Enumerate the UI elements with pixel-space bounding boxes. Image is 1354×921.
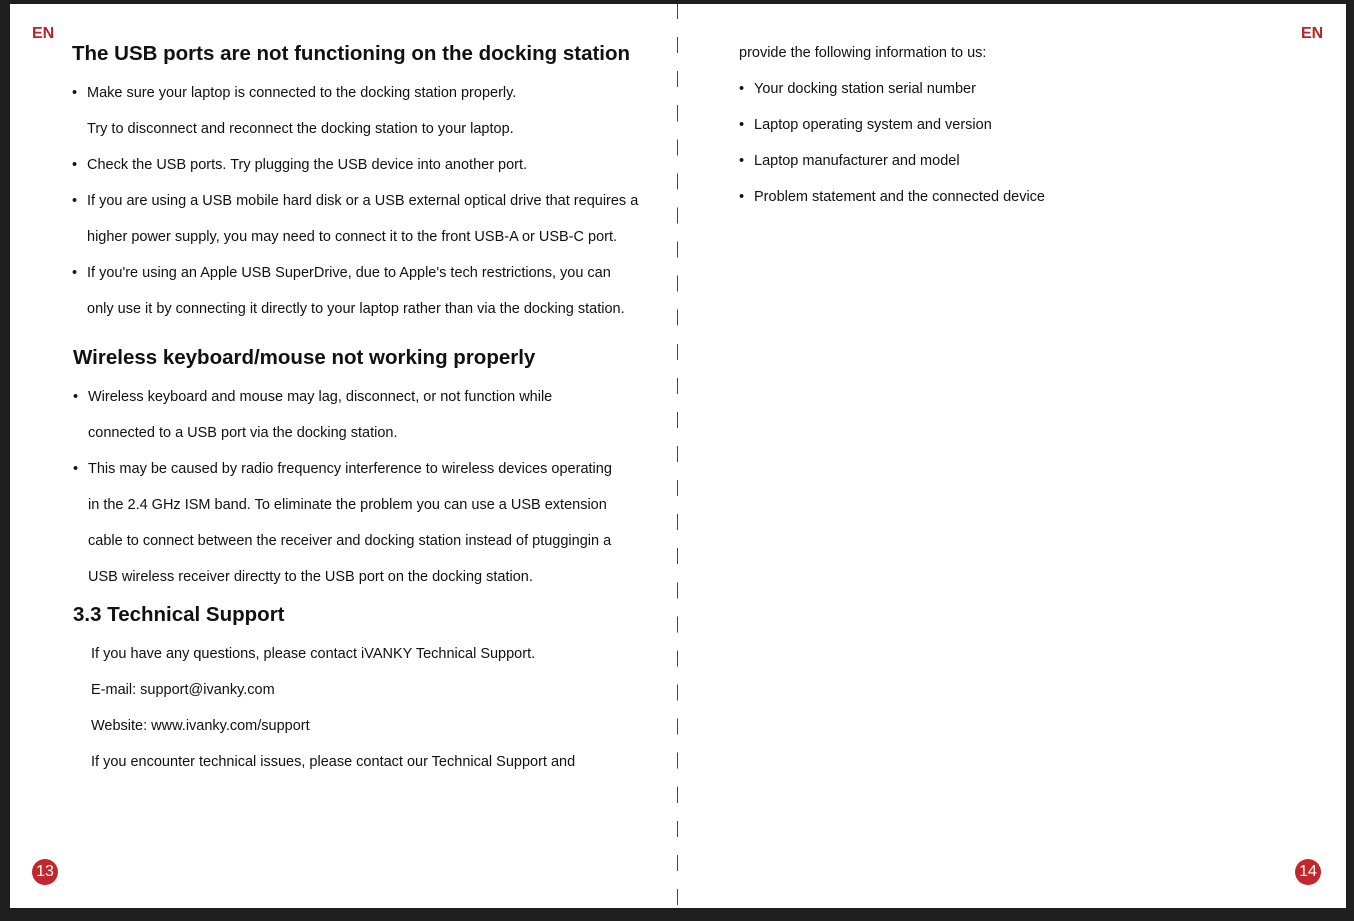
support-text: If you encounter technical issues, please contact our Technical Support and [91,754,576,770]
list-item: • Laptop operating system and version [754,117,992,133]
list-item: • Check the USB ports. Try plugging the USB device into another port. [87,157,527,173]
support-text: If you have any questions, please contact iVANKY Technical Support. [91,646,536,662]
list-item-continuation: USB wireless receiver directty to the USB port on the docking station. [88,569,533,585]
support-text: provide the following information to us: [739,45,987,61]
list-item: • Laptop manufacturer and model [754,153,960,169]
list-item: • If you are using a USB mobile hard disk or a USB external optical drive that requires a [87,193,638,209]
heading-wireless: Wireless keyboard/mouse not working properly [73,346,536,369]
manual-spread [10,4,1346,908]
list-item-continuation: cable to connect between the receiver and docking station instead of ptuggingin a [88,533,612,549]
page-number: 13 [32,859,58,885]
list-item: • Make sure your laptop is connected to the docking station properly. [87,85,516,101]
language-label: EN [1301,25,1324,42]
list-item: • This may be caused by radio frequency interference to wireless devices operating [88,461,612,477]
list-item: • Wireless keyboard and mouse may lag, disconnect, or not function while [88,389,552,405]
list-item: • If you're using an Apple USB SuperDrive, due to Apple's tech restrictions, you can [87,265,611,281]
language-label: EN [32,25,55,42]
list-item-continuation: higher power supply, you may need to connect it to the front USB-A or USB-C port. [87,229,618,245]
list-item-continuation: Try to disconnect and reconnect the docking station to your laptop. [87,121,514,137]
list-item: • Problem statement and the connected device [754,189,1045,205]
heading-usb-ports: The USB ports are not functioning on the docking station [72,42,631,65]
support-website: Website: www.ivanky.com/support [91,718,310,734]
list-item-continuation: connected to a USB port via the docking station. [88,425,398,441]
list-item-continuation: only use it by connecting it directly to your laptop rather than via the docking station. [87,301,625,317]
list-item: • Your docking station serial number [754,81,976,97]
support-email: E-mail: support@ivanky.com [91,682,275,698]
page-number: 14 [1295,859,1321,885]
heading-technical-support: 3.3 Technical Support [73,603,285,626]
page-divider [677,4,678,908]
list-item-continuation: in the 2.4 GHz ISM band. To eliminate the problem you can use a USB extension [88,497,607,513]
